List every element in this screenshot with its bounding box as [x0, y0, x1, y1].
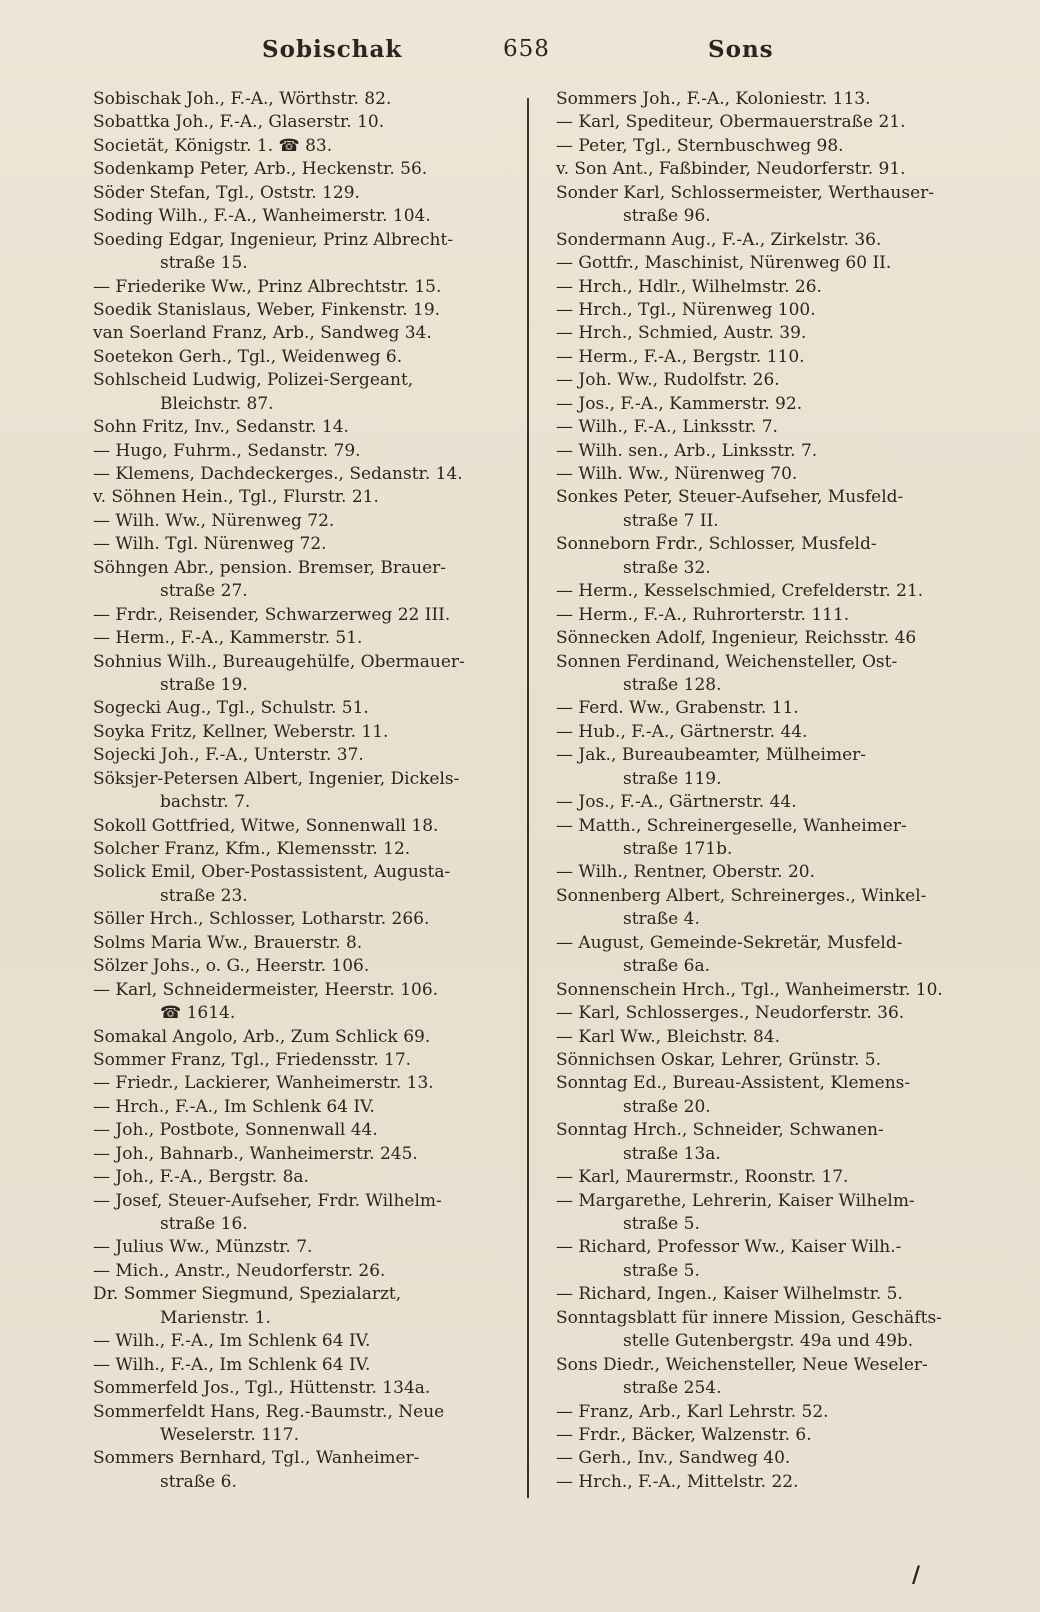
- entry-continuation: stelle Gutenbergstr. 49a und 49b.: [623, 1331, 914, 1352]
- entry-continuation: straße 119.: [623, 768, 722, 789]
- entry-continuation: Bleichstr. 87.: [160, 393, 274, 414]
- directory-entry: — Julius Ww., Münzstr. 7.: [93, 1237, 313, 1258]
- entry-continuation: bachstr. 7.: [160, 792, 251, 813]
- entry-continuation: straße 128.: [623, 674, 722, 695]
- directory-entry: Sölzer Johs., o. G., Heerstr. 106.: [93, 956, 370, 977]
- directory-entry: Sojecki Joh., F.-A., Unterstr. 37.: [93, 745, 364, 766]
- directory-entry: Söksjer-Petersen Albert, Ingenier, Dickels-: [93, 768, 460, 789]
- directory-entry: — Klemens, Dachdeckerges., Sedanstr. 14.: [93, 464, 463, 484]
- entry-continuation: straße 6a.: [623, 956, 710, 977]
- directory-entry: — Hrch., F.-A., Mittelstr. 22.: [556, 1471, 799, 1492]
- directory-entry: v. Söhnen Hein., Tgl., Flurstr. 21.: [93, 487, 379, 508]
- directory-entry: — Margarethe, Lehrerin, Kaiser Wilhelm-: [556, 1190, 915, 1211]
- directory-entry: Sohnius Wilh., Bureaugehülfe, Obermauer-: [93, 651, 465, 672]
- directory-entry: — Wilh., Rentner, Oberstr. 20.: [556, 862, 815, 883]
- directory-entry: Soetekon Gerh., Tgl., Weidenweg 6.: [93, 346, 403, 367]
- directory-entry: Sondermann Aug., F.-A., Zirkelstr. 36.: [556, 229, 882, 250]
- directory-entry: Soding Wilh., F.-A., Wanheimerstr. 104.: [93, 206, 431, 227]
- directory-entry: Sodenkamp Peter, Arb., Heckenstr. 56.: [93, 159, 428, 180]
- directory-entry: Sönnecken Adolf, Ingenieur, Reichsstr. 46: [556, 628, 917, 649]
- entry-continuation: ☎ 1614.: [160, 1003, 236, 1024]
- directory-entry: Societät, Königstr. 1. ☎ 83.: [93, 135, 333, 156]
- entry-continuation: straße 171b.: [623, 839, 733, 859]
- entry-continuation: straße 4.: [623, 909, 700, 930]
- directory-entry: — Wilh., F.-A., Linksstr. 7.: [556, 417, 778, 438]
- directory-entry: Sonntag Hrch., Schneider, Schwanen-: [556, 1120, 884, 1141]
- directory-entry: Sobischak Joh., F.-A., Wörthstr. 82.: [93, 89, 392, 109]
- directory-entry: — Joh., F.-A., Bergstr. 8a.: [93, 1167, 309, 1188]
- directory-entry: Sokoll Gottfried, Witwe, Sonnenwall 18.: [93, 815, 439, 836]
- entry-continuation: straße 6.: [160, 1471, 237, 1492]
- directory-entry: Sonnenberg Albert, Schreinerges., Winkel-: [556, 885, 927, 906]
- directory-entry: — Wilh. Tgl. Nürenweg 72.: [93, 534, 327, 555]
- directory-entry: Söller Hrch., Schlosser, Lotharstr. 266.: [93, 909, 430, 930]
- entry-continuation: straße 32.: [623, 557, 711, 578]
- directory-entry: v. Son Ant., Faßbinder, Neudorferstr. 91.: [556, 159, 906, 180]
- directory-entry: Sommerfeldt Hans, Reg.-Baumstr., Neue: [93, 1401, 445, 1422]
- directory-entry: — Jak., Bureaubeamter, Mülheimer-: [556, 745, 867, 766]
- directory-entry: Sonder Karl, Schlossermeister, Werthauser-: [556, 182, 935, 203]
- entry-continuation: straße 15.: [160, 253, 248, 274]
- directory-entry: — Franz, Arb., Karl Lehrstr. 52.: [556, 1401, 829, 1422]
- header-right-keyword: Sons: [708, 36, 774, 63]
- directory-entry: — Josef, Steuer-Aufseher, Frdr. Wilhelm-: [93, 1190, 442, 1211]
- directory-entry: — Gottfr., Maschinist, Nürenweg 60 II.: [556, 253, 892, 274]
- directory-entry: — Mich., Anstr., Neudorferstr. 26.: [93, 1260, 386, 1281]
- page-header: [0, 36, 1040, 76]
- directory-entry: Sönnichsen Oskar, Lehrer, Grünstr. 5.: [556, 1049, 881, 1070]
- directory-entry: — Matth., Schreinergeselle, Wanheimer-: [556, 815, 907, 836]
- directory-entry: — Richard, Ingen., Kaiser Wilhelmstr. 5.: [556, 1284, 903, 1305]
- directory-entry: — August, Gemeinde-Sekretär, Musfeld-: [556, 932, 903, 953]
- directory-entry: — Hrch., F.-A., Im Schlenk 64 IV.: [93, 1096, 375, 1117]
- directory-entry: Sobattka Joh., F.-A., Glaserstr. 10.: [93, 112, 385, 133]
- entry-continuation: straße 7 II.: [623, 510, 719, 531]
- page-number: 658: [503, 36, 550, 62]
- entry-continuation: Marienstr. 1.: [160, 1307, 271, 1328]
- directory-entry: van Soerland Franz, Arb., Sandweg 34.: [93, 323, 432, 344]
- entry-continuation: straße 16.: [160, 1214, 248, 1234]
- entry-continuation: Weselerstr. 117.: [160, 1424, 300, 1445]
- entry-continuation: straße 96.: [623, 206, 711, 227]
- directory-entry: — Hrch., Tgl., Nürenweg 100.: [556, 299, 816, 320]
- left-column: [93, 88, 513, 1494]
- directory-entry: — Frdr., Bäcker, Walzenstr. 6.: [556, 1424, 812, 1445]
- directory-entry: — Karl, Maurermstr., Roonstr. 17.: [556, 1167, 849, 1188]
- directory-entry: Solms Maria Ww., Brauerstr. 8.: [93, 932, 363, 953]
- directory-entry: — Herm., F.-A., Bergstr. 110.: [556, 346, 805, 367]
- directory-entry: — Joh., Bahnarb., Wanheimerstr. 245.: [93, 1143, 418, 1164]
- directory-entry: Söder Stefan, Tgl., Oststr. 129.: [93, 182, 360, 203]
- directory-entry: Soedik Stanislaus, Weber, Finkenstr. 19.: [93, 299, 441, 320]
- directory-entry: Sonntag Ed., Bureau-Assistent, Klemens-: [556, 1073, 911, 1094]
- entry-continuation: straße 254.: [623, 1378, 722, 1399]
- directory-entry: — Karl Ww., Bleichstr. 84.: [556, 1026, 780, 1047]
- directory-entry: Sommers Bernhard, Tgl., Wanheimer-: [93, 1448, 420, 1469]
- directory-entry: — Hugo, Fuhrm., Sedanstr. 79.: [93, 440, 361, 461]
- entry-continuation: straße 23.: [160, 885, 248, 906]
- directory-entry: Sonnenschein Hrch., Tgl., Wanheimerstr. 10.: [556, 979, 943, 1000]
- directory-entry: Sommer Franz, Tgl., Friedensstr. 17.: [93, 1049, 412, 1070]
- directory-entry: — Friedr., Lackierer, Wanheimerstr. 13.: [93, 1073, 434, 1094]
- directory-entry: Sohn Fritz, Inv., Sedanstr. 14.: [93, 417, 349, 438]
- directory-entry: — Friederike Ww., Prinz Albrechtstr. 15.: [93, 276, 442, 297]
- directory-entry: — Herm., F.-A., Ruhrorterstr. 111.: [556, 604, 850, 625]
- directory-entry: Sons Diedr., Weichensteller, Neue Weseler-: [556, 1354, 928, 1375]
- directory-entry: — Wilh. Ww., Nürenweg 70.: [556, 464, 798, 484]
- directory-entry: Sogecki Aug., Tgl., Schulstr. 51.: [93, 698, 369, 719]
- directory-entry: Sommers Joh., F.-A., Koloniestr. 113.: [556, 89, 871, 109]
- directory-entry: Solcher Franz, Kfm., Klemensstr. 12.: [93, 839, 411, 859]
- directory-entry: — Richard, Professor Ww., Kaiser Wilh.-: [556, 1237, 902, 1258]
- directory-entry: Dr. Sommer Siegmund, Spezialarzt,: [93, 1284, 402, 1305]
- column-divider: [527, 98, 529, 1498]
- right-column: [556, 88, 976, 1494]
- directory-entry: Solick Emil, Ober-Postassistent, Augusta-: [93, 862, 451, 883]
- entry-continuation: straße 13a.: [623, 1143, 721, 1164]
- directory-entry: — Wilh., F.-A., Im Schlenk 64 IV.: [93, 1331, 371, 1352]
- directory-entry: Somakal Angolo, Arb., Zum Schlick 69.: [93, 1026, 431, 1047]
- entry-continuation: straße 5.: [623, 1260, 700, 1281]
- directory-entry: Söhngen Abr., pension. Bremser, Brauer-: [93, 557, 447, 578]
- directory-entry: — Hrch., Schmied, Austr. 39.: [556, 323, 807, 344]
- directory-entry: Sonkes Peter, Steuer-Aufseher, Musfeld-: [556, 487, 904, 508]
- directory-entry: Sohlscheid Ludwig, Polizei-Sergeant,: [93, 370, 414, 391]
- directory-entry: Soyka Fritz, Kellner, Weberstr. 11.: [93, 721, 389, 742]
- directory-entry: — Joh., Postbote, Sonnenwall 44.: [93, 1120, 378, 1141]
- directory-entry: — Jos., F.-A., Gärtnerstr. 44.: [556, 792, 797, 813]
- entry-continuation: straße 19.: [160, 674, 248, 695]
- header-left-keyword: Sobischak: [262, 36, 403, 63]
- directory-entry: — Wilh. sen., Arb., Linksstr. 7.: [556, 440, 818, 461]
- entry-continuation: straße 27.: [160, 581, 248, 602]
- directory-entry: Sonneborn Frdr., Schlosser, Musfeld-: [556, 534, 877, 555]
- entry-continuation: straße 20.: [623, 1096, 711, 1117]
- directory-entry: — Frdr., Reisender, Schwarzerweg 22 III.: [93, 604, 451, 625]
- directory-entry: — Herm., Kesselschmied, Crefelderstr. 21.: [556, 581, 924, 602]
- directory-entry: Sonntagsblatt für innere Mission, Geschäfts-: [556, 1307, 942, 1328]
- directory-entry: — Hrch., Hdlr., Wilhelmstr. 26.: [556, 276, 822, 297]
- directory-entry: — Karl, Spediteur, Obermauerstraße 21.: [556, 112, 906, 133]
- directory-entry: — Herm., F.-A., Kammerstr. 51.: [93, 628, 363, 649]
- directory-entry: — Karl, Schneidermeister, Heerstr. 106.: [93, 979, 439, 1000]
- directory-entry: Sonnen Ferdinand, Weichensteller, Ost-: [556, 651, 898, 672]
- directory-entry: — Karl, Schlosserges., Neudorferstr. 36.: [556, 1003, 905, 1024]
- directory-entry: Soeding Edgar, Ingenieur, Prinz Albrecht-: [93, 229, 454, 250]
- footer-mark: /: [912, 1562, 921, 1588]
- directory-entry: — Wilh. Ww., Nürenweg 72.: [93, 510, 335, 531]
- directory-entry: — Jos., F.-A., Kammerstr. 92.: [556, 393, 803, 414]
- directory-entry: — Peter, Tgl., Sternbuschweg 98.: [556, 135, 844, 156]
- entry-continuation: straße 5.: [623, 1214, 700, 1234]
- directory-entry: Sommerfeld Jos., Tgl., Hüttenstr. 134a.: [93, 1378, 431, 1399]
- directory-entry: — Joh. Ww., Rudolfstr. 26.: [556, 370, 780, 391]
- directory-entry: — Gerh., Inv., Sandweg 40.: [556, 1448, 791, 1469]
- directory-entry: — Ferd. Ww., Grabenstr. 11.: [556, 698, 799, 719]
- directory-entry: — Wilh., F.-A., Im Schlenk 64 IV.: [93, 1354, 371, 1375]
- directory-entry: — Hub., F.-A., Gärtnerstr. 44.: [556, 721, 808, 742]
